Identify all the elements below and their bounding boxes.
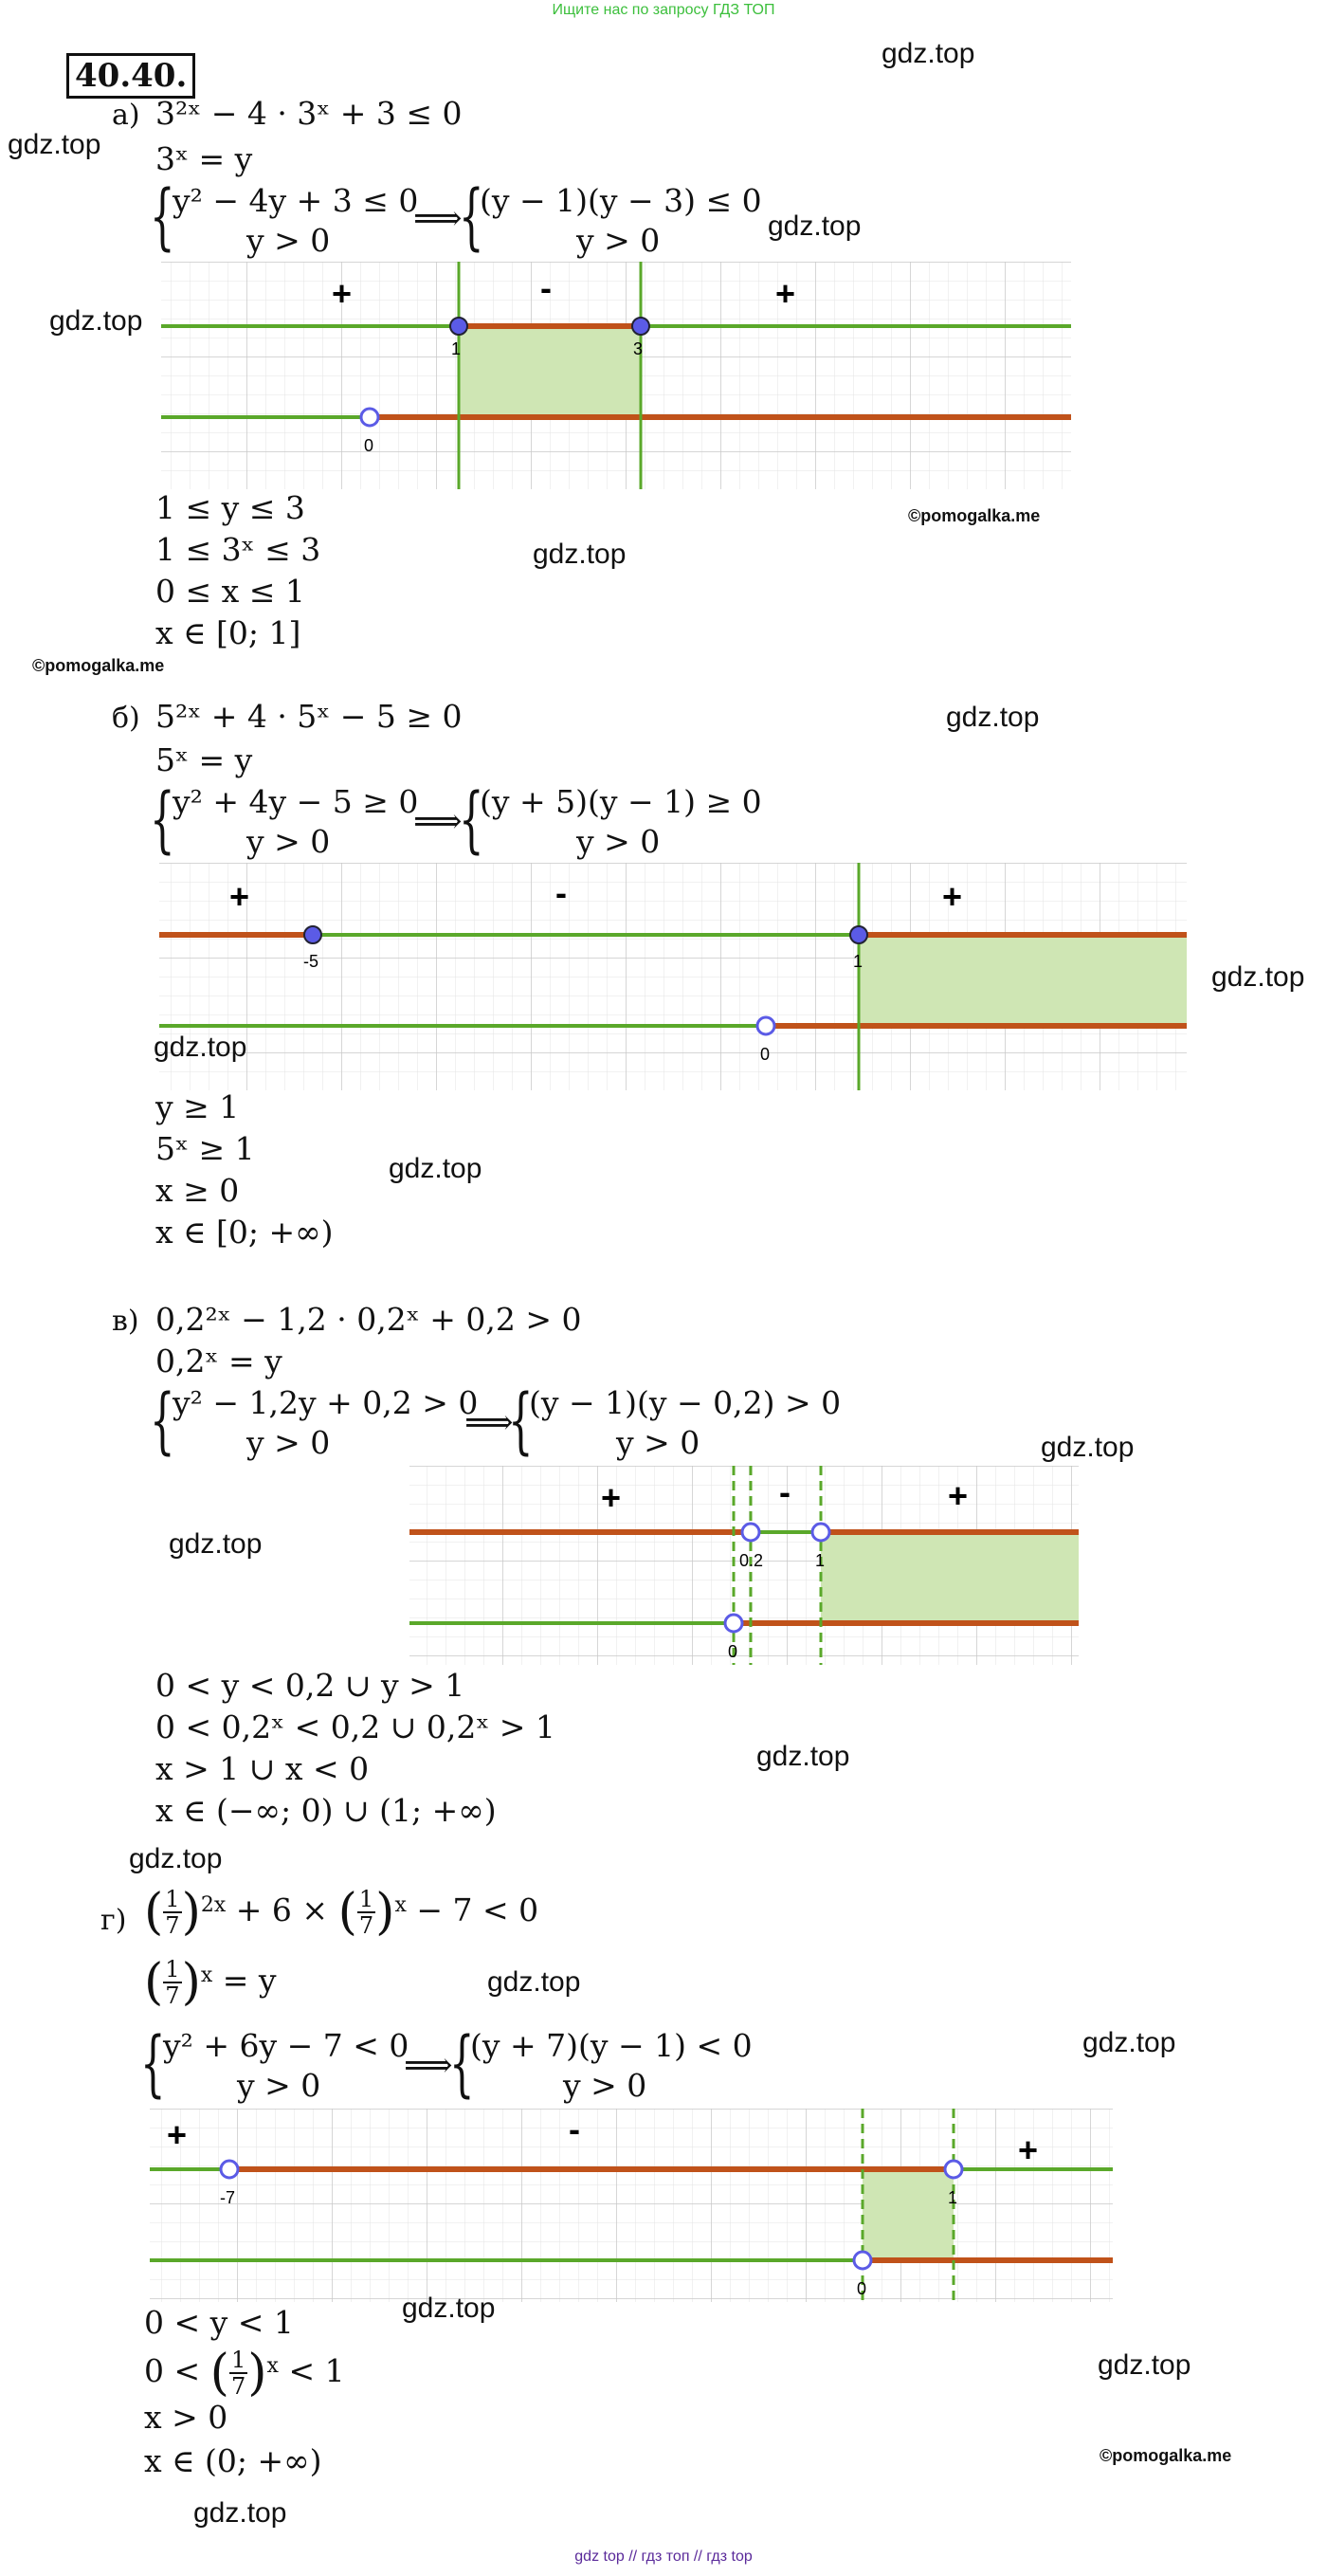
- part-c-solution-1: 0 < y < 0,2 ∪ y > 1: [155, 1667, 465, 1704]
- part-b-answer: x ∈ [0; +∞): [155, 1214, 334, 1251]
- watermark: gdz.top: [946, 702, 1040, 733]
- part-a-label: а): [112, 99, 140, 132]
- part-c-system2-line2: y > 0: [616, 1424, 700, 1461]
- watermark: gdz.top: [1211, 961, 1305, 993]
- part-c-system1-line2: y > 0: [246, 1424, 331, 1461]
- watermark: gdz.top: [389, 1153, 482, 1184]
- part-b-solution-2: 5ˣ ≥ 1: [155, 1130, 255, 1167]
- copyright: ©pomogalka.me: [908, 506, 1041, 525]
- part-c-label: в): [112, 1305, 139, 1338]
- point-label: 0: [364, 436, 374, 455]
- part-c-substitution: 0,2ˣ = y: [155, 1343, 282, 1379]
- point-label: 3: [633, 339, 644, 358]
- part-b-label: б): [112, 702, 140, 735]
- part-d-brace-2: {: [449, 2020, 475, 2105]
- part-b-solution-3: x ≥ 0: [155, 1172, 240, 1209]
- part-c-answer: x ∈ (−∞; 0) ∪ (1; +∞): [155, 1792, 497, 1829]
- point-label: 1: [853, 952, 863, 971]
- part-d-number-line-diagram: [142, 2109, 1118, 2302]
- part-a-system2-line1: (y − 1)(y − 3) ≤ 0: [480, 182, 762, 219]
- sign-label: +: [229, 877, 250, 916]
- part-d-system2-line1: (y + 7)(y − 1) < 0: [470, 2027, 753, 2064]
- part-a-answer: x ∈ [0; 1]: [155, 614, 301, 651]
- copyright: ©pomogalka.me: [1100, 2446, 1232, 2465]
- part-a-brace-1: {: [150, 174, 175, 258]
- part-a-number-line-diagram: [152, 262, 1081, 489]
- part-a-system1-line1: y² − 4y + 3 ≤ 0: [173, 182, 419, 219]
- part-d-substitution: ( $\frac{1}{7}$ )$^x$ = y: [144, 1954, 277, 2011]
- part-c-number-line-diagram: [408, 1466, 1090, 1665]
- part-b-inequality: 5²ˣ + 4 · 5ˣ − 5 ≥ 0: [155, 698, 463, 735]
- sign-label: -: [555, 873, 567, 912]
- implies-arrow: ⟹: [404, 2046, 453, 2085]
- part-d-inequality: ( $\frac{1}{7}$ )$^{2x}$ + 6 × ( $\frac{1}{7}$ )$^x$ − 7 < 0: [144, 1884, 539, 1941]
- part-c-inequality: 0,2²ˣ − 1,2 · 0,2ˣ + 0,2 > 0: [155, 1301, 582, 1338]
- part-b-brace-2: {: [459, 776, 484, 861]
- part-a-solution-2: 1 ≤ 3ˣ ≤ 3: [155, 531, 321, 568]
- bottom-banner[interactable]: gdz top // гдз топ // гдз top: [574, 2549, 753, 2565]
- point-label: -7: [220, 2188, 236, 2207]
- part-b-solution-1: y ≥ 1: [155, 1088, 240, 1125]
- point-label: -5: [303, 952, 319, 971]
- part-d-solution-1: 0 < y < 1: [144, 2304, 294, 2341]
- watermark: gdz.top: [402, 2293, 496, 2324]
- point-label: 0: [857, 2279, 867, 2298]
- sign-label: +: [332, 274, 353, 313]
- watermark: gdz.top: [8, 129, 101, 160]
- part-b-substitution: 5ˣ = y: [155, 741, 253, 778]
- part-a-substitution: 3ˣ = y: [155, 140, 253, 177]
- part-b-system2-line2: y > 0: [576, 823, 661, 860]
- sign-label: +: [167, 2115, 188, 2154]
- part-c-brace-2: {: [508, 1378, 534, 1462]
- top-banner[interactable]: Ищите нас по запросу ГДЗ ТОП: [552, 2, 775, 18]
- watermark: gdz.top: [533, 539, 627, 570]
- point-label: 0: [760, 1045, 771, 1064]
- point-label: 0: [728, 1642, 738, 1661]
- sign-label: +: [948, 1476, 969, 1515]
- watermark: gdz.top: [882, 38, 975, 69]
- point-label: 0.2: [739, 1551, 764, 1570]
- point-label: 1: [815, 1551, 826, 1570]
- part-b-system1-line2: y > 0: [246, 823, 331, 860]
- sign-label: +: [1018, 2130, 1039, 2169]
- watermark: gdz.top: [756, 1741, 850, 1772]
- watermark: gdz.top: [129, 1843, 223, 1874]
- watermark: gdz.top: [169, 1528, 263, 1560]
- implies-arrow: ⟹: [413, 199, 463, 238]
- sign-label: +: [775, 274, 796, 313]
- part-b-system2-line1: (y + 5)(y − 1) ≥ 0: [480, 783, 762, 820]
- sign-label: +: [601, 1478, 622, 1517]
- part-a-system1-line2: y > 0: [246, 222, 331, 259]
- watermark: gdz.top: [768, 210, 862, 242]
- copyright: ©pomogalka.me: [32, 656, 165, 675]
- part-a-brace-2: {: [459, 174, 484, 258]
- sign-label: +: [942, 877, 963, 916]
- implies-arrow: ⟹: [413, 802, 463, 841]
- part-b-brace-1: {: [150, 776, 175, 861]
- part-c-system2-line1: (y − 1)(y − 0,2) > 0: [529, 1384, 842, 1421]
- part-c-solution-2: 0 < 0,2ˣ < 0,2 ∪ 0,2ˣ > 1: [155, 1708, 555, 1745]
- part-c-solution-3: x > 1 ∪ x < 0: [155, 1750, 370, 1787]
- problem-number: 40.40.: [66, 53, 195, 99]
- part-d-label: г): [100, 1904, 127, 1937]
- part-a-solution-1: 1 ≤ y ≤ 3: [155, 489, 305, 526]
- watermark: gdz.top: [1082, 2027, 1176, 2058]
- part-b-number-line-diagram: [152, 863, 1194, 1090]
- watermark: gdz.top: [1098, 2349, 1191, 2381]
- watermark: gdz.top: [154, 1032, 247, 1063]
- sign-label: -: [540, 268, 552, 307]
- part-a-solution-3: 0 ≤ x ≤ 1: [155, 573, 305, 610]
- part-d-solution-3: x > 0: [144, 2399, 228, 2436]
- watermark: gdz.top: [487, 1966, 581, 1998]
- implies-arrow: ⟹: [464, 1403, 514, 1442]
- sign-label: -: [569, 2110, 580, 2148]
- part-d-answer: x ∈ (0; +∞): [144, 2442, 322, 2479]
- part-a-system2-line2: y > 0: [576, 222, 661, 259]
- part-c-system1-line1: y² − 1,2y + 0,2 > 0: [173, 1384, 479, 1421]
- part-d-solution-2: 0 < ( $\frac{1}{7}$ )$^x$ < 1: [144, 2345, 345, 2402]
- part-d-brace-1: {: [140, 2020, 166, 2105]
- watermark: gdz.top: [49, 305, 143, 337]
- part-d-system2-line2: y > 0: [563, 2067, 647, 2104]
- part-d-system1-line1: y² + 6y − 7 < 0: [163, 2027, 409, 2064]
- part-a-inequality: 3²ˣ − 4 · 3ˣ + 3 ≤ 0: [155, 95, 463, 132]
- watermark: gdz.top: [193, 2497, 287, 2529]
- part-c-brace-1: {: [150, 1378, 175, 1462]
- part-d-system1-line2: y > 0: [237, 2067, 321, 2104]
- point-label: 1: [451, 339, 462, 358]
- sign-label: -: [779, 1472, 791, 1511]
- point-label: 1: [948, 2188, 958, 2207]
- part-b-system1-line1: y² + 4y − 5 ≥ 0: [173, 783, 419, 820]
- watermark: gdz.top: [1041, 1432, 1135, 1463]
